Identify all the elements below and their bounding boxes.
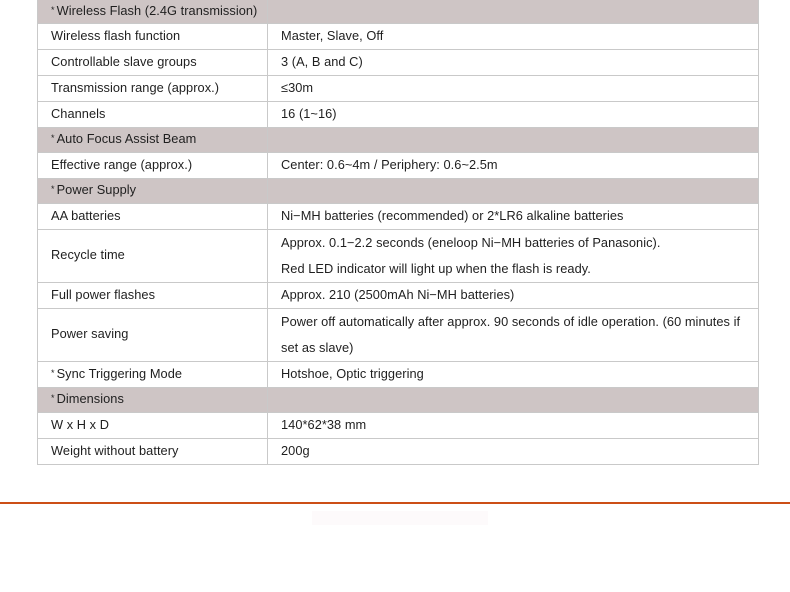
spec-value-cell [268,361,759,387]
spec-label-cell [38,438,268,464]
asterisk-icon: * [51,5,55,16]
spec-value-cell [268,152,759,178]
spec-value-cell [268,49,759,75]
spec-label-cell [38,127,268,152]
table-section-row [38,178,759,203]
table-section-row [38,0,759,23]
table-row [38,101,759,127]
spec-label-text: Sync Triggering Mode [56,365,183,381]
spec-value-line: Red LED indicator will light up when the flash is ready. [281,260,591,276]
spec-label-cell [38,49,268,75]
spec-value-line: set as slave) [281,339,354,355]
spec-label-text: Transmission range (approx.) [51,79,220,95]
spec-label-text: Power saving [51,326,129,342]
spec-label-cell [38,282,268,308]
spec-value-cell [268,75,759,101]
spec-value-cell [268,101,759,127]
spec-value-text: Approx. 210 (2500mAh Ni−MH batteries) [281,286,515,302]
table-row [38,229,759,282]
spec-value-text: Ni−MH batteries (recommended) or 2*LR6 alkaline batteries [281,207,624,223]
asterisk-icon: * [51,367,55,378]
spec-value-cell [268,387,759,412]
spec-label-text: Full power flashes [51,286,156,302]
spec-value-text: Center: 0.6~4m / Periphery: 0.6~2.5m [281,156,498,172]
specification-table-body [38,0,759,464]
spec-value-cell [268,23,759,49]
spec-value-text: ≤30m [281,79,314,95]
spec-value-cell [268,282,759,308]
spec-value-text: Master, Slave, Off [281,27,384,43]
asterisk-icon: * [51,133,55,144]
spec-value-text: 200g [281,442,310,458]
table-row [38,23,759,49]
spec-value-line: Power off automatically after approx. 90 seconds of idle operation. (60 minutes if [281,313,741,329]
spec-label-cell [38,361,268,387]
spec-label-cell [38,23,268,49]
spec-label-cell [38,203,268,229]
spec-label-text: Controllable slave groups [51,53,197,69]
spec-label-text: Wireless Flash (2.4G transmission) [56,3,258,19]
spec-label-text: Channels [51,105,106,121]
table-section-row [38,387,759,412]
spec-label-text: Power Supply [56,182,137,198]
table-row [38,282,759,308]
spec-value-line: Approx. 0.1−2.2 seconds (eneloop Ni−MH batteries of Panasonic). [281,234,661,250]
table-row [38,412,759,438]
table-row [38,203,759,229]
specification-table [37,0,759,465]
spec-label-text: AA batteries [51,207,121,223]
spec-label-cell [38,308,268,361]
spec-label-cell [38,387,268,412]
spec-label-text: Effective range (approx.) [51,156,193,172]
specification-table-container [37,0,758,465]
spec-label-text: Auto Focus Assist Beam [56,131,197,147]
spec-label-text: Dimensions [56,391,124,407]
spec-value-text: Hotshoe, Optic triggering [281,365,424,381]
asterisk-icon: * [51,184,55,195]
spec-label-text: Wireless flash function [51,27,181,43]
asterisk-icon: * [51,393,55,404]
spec-label-cell [38,101,268,127]
spec-value-text: 16 (1~16) [281,105,337,121]
spec-value-cell [268,412,759,438]
table-row [38,152,759,178]
spec-label-cell [38,0,268,23]
spec-label-cell [38,75,268,101]
spec-label-text: W x H x D [51,416,110,432]
spec-label-text: Recycle time [51,247,125,263]
table-row [38,308,759,361]
spec-value-cell [268,0,759,23]
footer-watermark [312,511,488,525]
spec-value-text: 3 (A, B and C) [281,53,363,69]
spec-label-cell [38,229,268,282]
footer-divider-rule [0,502,790,504]
spec-value-cell [268,438,759,464]
spec-value-cell [268,203,759,229]
table-section-row [38,361,759,387]
spec-label-cell [38,412,268,438]
spec-value-cell [268,229,759,282]
table-row [38,49,759,75]
table-row [38,75,759,101]
spec-value-text: 140*62*38 mm [281,416,367,432]
spec-label-cell [38,178,268,203]
spec-value-cell [268,178,759,203]
spec-label-text: Weight without battery [51,442,179,458]
spec-label-cell [38,152,268,178]
spec-value-cell [268,127,759,152]
table-section-row [38,127,759,152]
spec-value-cell [268,308,759,361]
table-row [38,438,759,464]
